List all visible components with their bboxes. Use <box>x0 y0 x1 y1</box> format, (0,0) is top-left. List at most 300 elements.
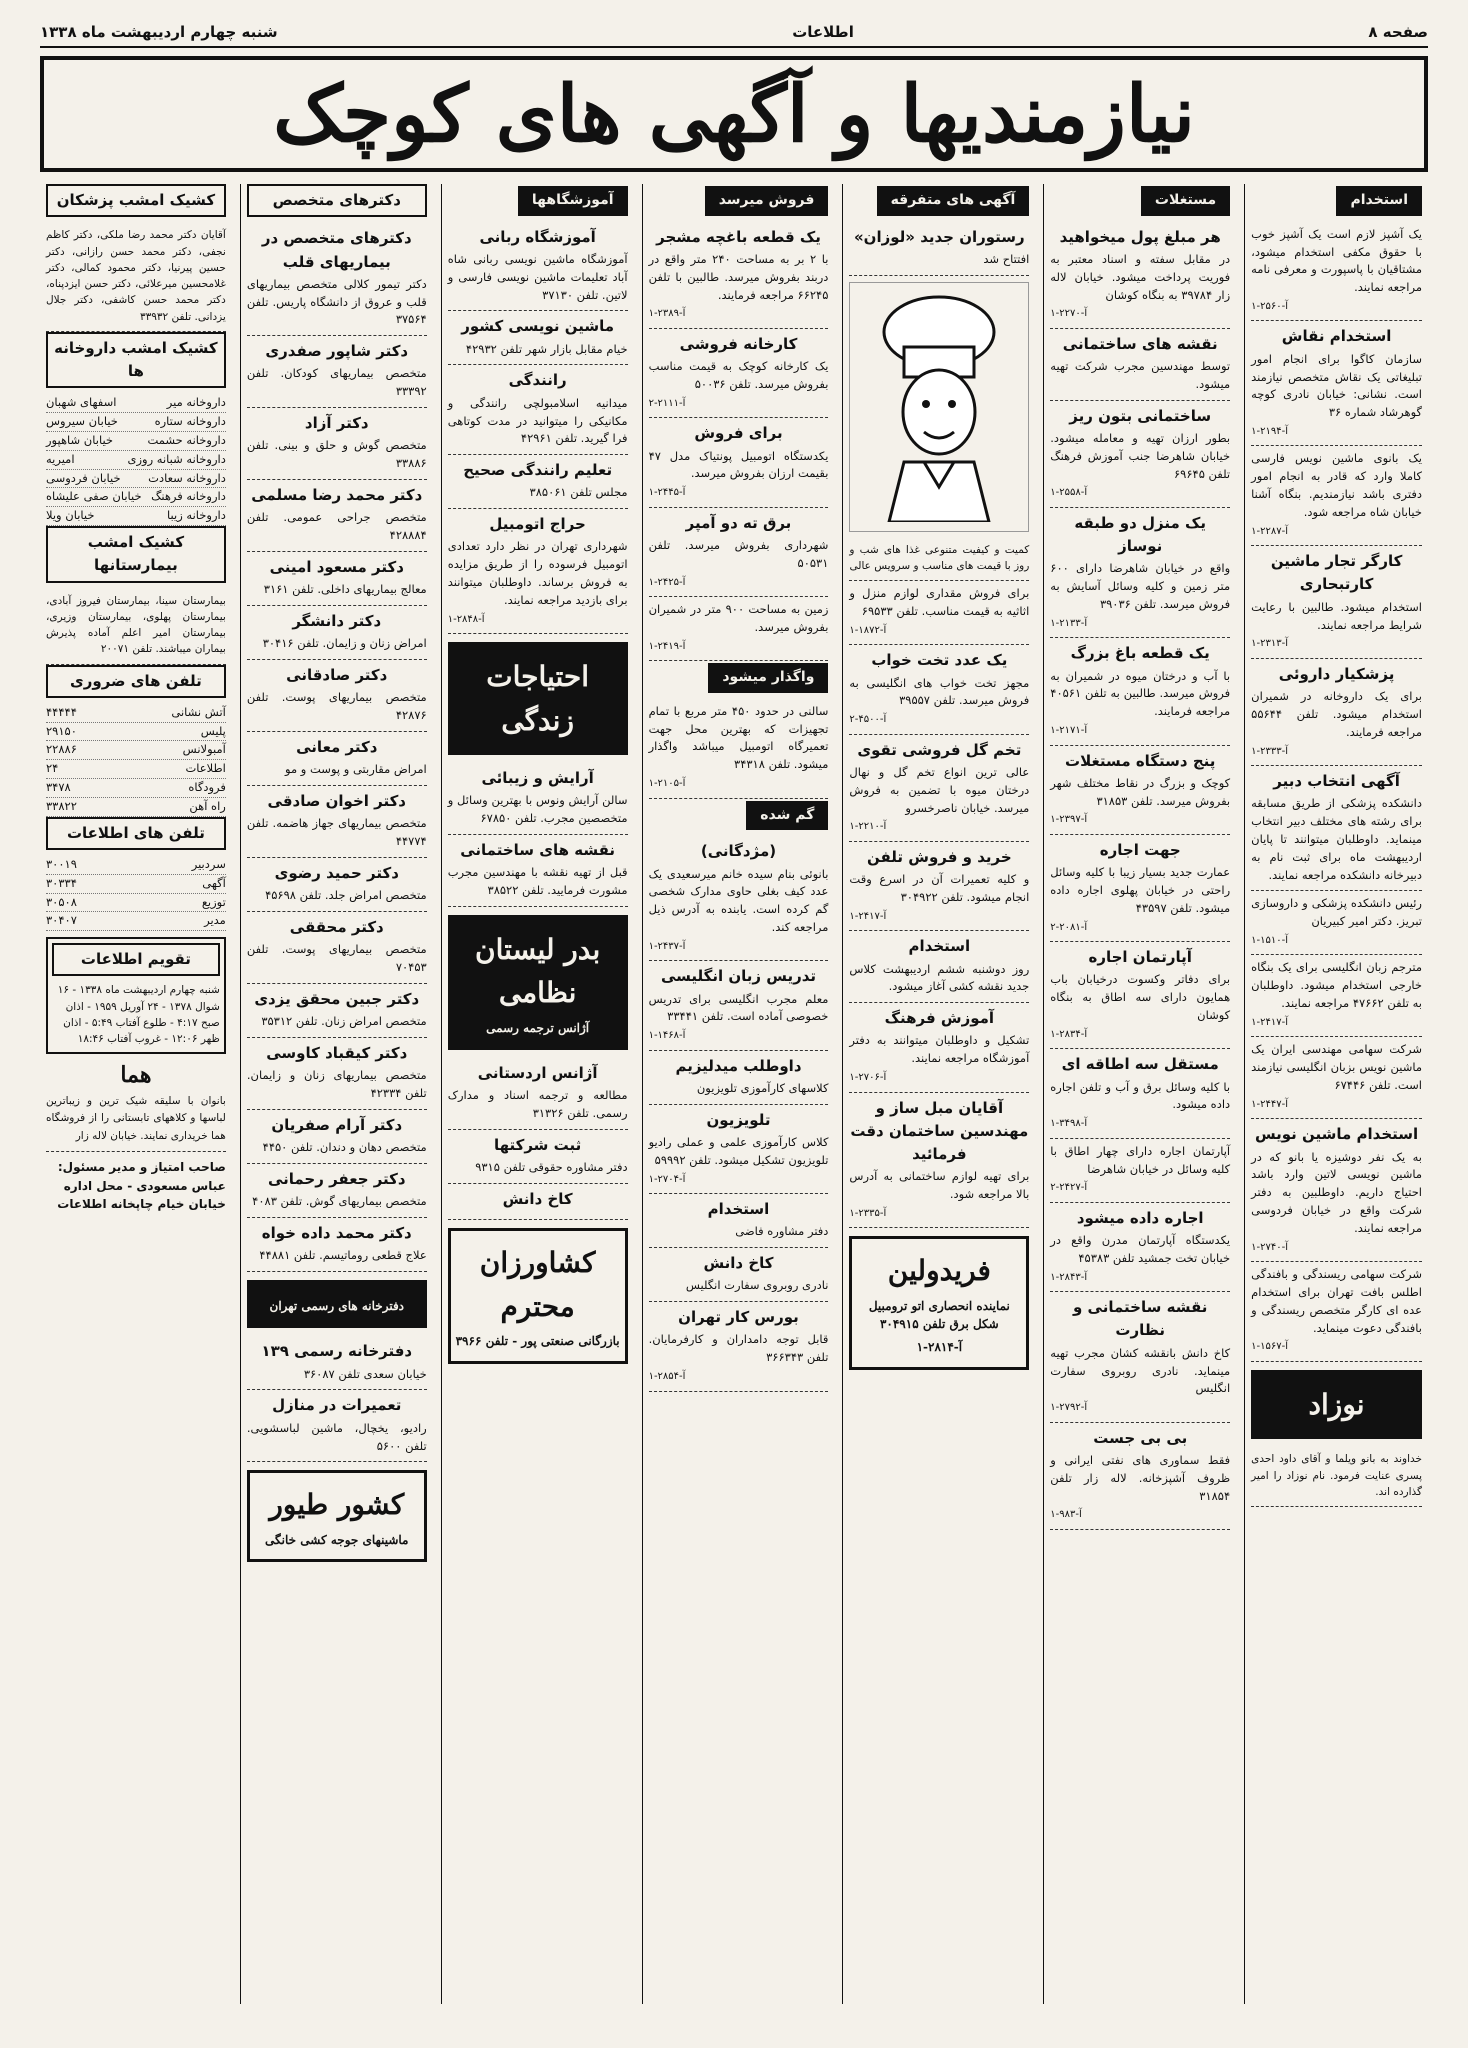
ad-list <box>448 1058 628 1220</box>
list-item <box>46 856 226 875</box>
ad-text: یکدستگاه آپارتمان مدرن واقع در خیابان تخت جمشید تلفن ۴۵۳۸۳ <box>1050 1233 1231 1265</box>
ad-code: آ-۲۱۱۱-۲ <box>648 397 686 409</box>
ad-title: دکتر دانشگر <box>292 611 382 630</box>
banner-title: دفترخانه های رسمی تهران <box>269 1298 405 1313</box>
duty-doctors: آقایان دکتر محمد رضا ملکی، دکتر کاظم نجفی، دکتر محمد حسن رازانی، دکتر حسین پیرنیا، دکتر محمود کمالی، دکتر غلامحسین میرعلائی، دکتر حسن ایزدپناه، دکتر محمد حسن کاشفی، دکتر جلال یزدانی. تلفن ۳۳۹۳۲ <box>46 223 226 332</box>
classified-ad <box>247 858 427 912</box>
ad-title: آگهی انتخاب دبیر <box>1273 772 1400 790</box>
item-value: ۲۲۸۸۶ <box>45 742 77 757</box>
ad-code: آ-۲۴۳۷-۱ <box>648 940 686 952</box>
ad-text: کلاس کارآموزی علمی و عملی رادیو تلویزیون تشکیل میشود. تلفن ۵۹۹۹۲ <box>648 1134 829 1167</box>
ad-title: هر مبلغ پول میخواهید <box>1059 227 1221 246</box>
ad-list <box>247 1336 427 1462</box>
emergency-phone-list <box>46 704 226 817</box>
ad-code: آ-۲۲۷۰-۱ <box>1050 308 1088 320</box>
item-name: سردبیر <box>191 856 226 871</box>
ad-list <box>849 222 1029 276</box>
classified-ad <box>849 931 1029 1003</box>
ad-code: آ-۲۵۶۰-۱ <box>1251 300 1288 312</box>
classified-ad <box>448 1184 628 1220</box>
ad-list <box>1050 222 1230 1530</box>
item-name: داروخانه میر <box>166 395 226 410</box>
ad-title: پنج دستگاه مستغلات <box>1065 751 1216 770</box>
ad-code: آ-۲۱۰۵-۱ <box>648 778 686 790</box>
item-value: اسفهای شهبان <box>45 395 117 410</box>
ad-text: خیام مقابل بازار شهر تلفن ۴۲۹۳۲ <box>465 341 628 356</box>
calendar-box <box>46 937 226 1053</box>
classified-ad <box>448 835 628 907</box>
ad-text: شهرداری تهران در نظر دارد تعدادی اتومبیل فرسوده را از طریق مزایده به فروش برساند. داوطلبان میتوانند برای بازدید مراجعه نمایند. <box>447 539 628 607</box>
ad-title: برق ته دو آمپر <box>685 513 792 532</box>
classified-ad <box>247 1390 427 1462</box>
ad-text: خیابان سعدی تلفن ۳۶۰۸۷ <box>303 1366 427 1381</box>
classified-ad <box>1251 321 1422 446</box>
classified-ad <box>1050 835 1230 942</box>
classified-ad <box>1251 222 1422 322</box>
ad-title: تعمیرات در منازل <box>272 1396 402 1415</box>
item-name: داروخانه زیبا <box>167 508 226 523</box>
restaurant-caption: کمیت و کیفیت متنوعی غذا های شب و روز با قیمت های مناسب و سرویس عالی <box>849 538 1029 582</box>
classified-ad <box>849 581 1029 645</box>
ad-text: شرکت سهامی مهندسی ایران یک ماشین نویس بزبان انگلیسی نیازمند است. تلفن ۶۷۴۴۶ <box>1251 1042 1422 1092</box>
ad-code: آ-۲۴۱۷-۱ <box>849 910 887 922</box>
column-doctors <box>240 184 433 2004</box>
ad-text: امراض مقاربتی و پوست و مو <box>285 762 427 777</box>
farmers-banner <box>448 1228 628 1363</box>
list-item <box>46 413 226 432</box>
ad-list <box>448 222 628 635</box>
ad-text: مجهز تخت خواب های انگلیسی به فروش میرسد. تلفن ۳۹۵۵۷ <box>849 675 1030 708</box>
list-item <box>46 723 226 742</box>
column-header: دکترهای متخصص <box>247 184 427 217</box>
item-value: ۴۴۴۴۴ <box>45 704 77 719</box>
column-duty-services <box>40 184 232 2004</box>
item-value: خیابان فردوسی <box>45 470 121 485</box>
ad-title: ساختمانی بتون ریز <box>1069 406 1212 425</box>
list-item <box>46 894 226 913</box>
classified-ad <box>1050 1049 1230 1138</box>
classified-ad <box>649 836 829 961</box>
ad-title: دکتر محمد رضا مسلمی <box>251 485 423 504</box>
ad-code: آ-۲۴۴۵-۱ <box>648 487 686 499</box>
list-item <box>46 451 226 470</box>
ad-title: دکتر صادقانی <box>286 665 388 684</box>
classified-ad <box>1251 1037 1422 1119</box>
ad-text: علاج قطعی روماتیسم. تلفن ۴۴۸۸۱ <box>259 1248 427 1262</box>
ad-title: دفترخانه رسمی ۱۳۹ <box>261 1342 413 1361</box>
ad-code: آ-۲۷۴۰-۱ <box>1251 1241 1288 1253</box>
ad-title: دکتر کیقباد کاوسی <box>266 1043 408 1062</box>
classified-ad <box>1050 1423 1230 1530</box>
ad-text: متخصص بیماریهای زنان و زایمان. تلفن ۴۲۳۳۴ <box>246 1068 427 1100</box>
calendar-text: شنبه چهارم اردیبهشت ماه ۱۳۳۸ - ۱۶ شوال ۱۳۷۸ - ۲۴ آوریل ۱۹۵۹ - اذان صبح ۴:۱۷ - طلوع آفتاب ۵:۴۹ - اذان ظهر ۱۲:۰۶ - غروب آفتاب ۱۸:۴۶ <box>57 984 220 1046</box>
ad-title: نقشه ساختمانی و نظارت <box>1073 1298 1208 1340</box>
classified-ad <box>1050 1203 1230 1292</box>
classified-ad <box>247 408 427 480</box>
classified-ad <box>649 1302 829 1391</box>
ad-title: اجاره داده میشود <box>1076 1208 1204 1227</box>
homa-title: هما <box>120 1061 152 1088</box>
ad-list <box>247 223 427 1272</box>
item-name: آتش نشانی <box>171 704 226 719</box>
column-header: گم شده <box>746 801 828 831</box>
ad-text: کلاسهای کارآموزی تلویزیون <box>696 1080 829 1095</box>
item-value: امیریه <box>45 451 75 466</box>
classified-ad <box>649 699 829 799</box>
ad-title: بورس کار تهران <box>678 1308 799 1327</box>
ad-text: رادیو، یخچال، ماشین لباسشویی. تلفن ۵۶۰۰ <box>246 1420 427 1453</box>
list-item <box>46 875 226 894</box>
ad-code: آ-۲۸۵۴-۱ <box>648 1371 686 1383</box>
ad-code: آ-۳۴۹۸-۱ <box>1050 1118 1088 1130</box>
ad-text: امراض زنان و زایمان. تلفن ۳۰۴۱۶ <box>262 636 427 651</box>
info-phone-list <box>46 856 226 931</box>
classified-ad <box>1251 891 1422 955</box>
ad-code: آ-۲۴۲۵-۱ <box>648 576 686 588</box>
column-header: فروش میرسد <box>705 186 829 216</box>
ad-text: زمین به مساحت ۹۰۰ متر در شمیران بفروش میرسد. <box>648 602 829 634</box>
ad-code: آ-۴۵۰۰-۲ <box>849 714 887 726</box>
classified-ad <box>448 365 628 455</box>
ad-list <box>649 836 829 1391</box>
ad-code: آ-۱۵۱۰-۱ <box>1251 934 1288 946</box>
ad-title: تخم گل فروشی تقوی <box>857 740 1022 759</box>
ad-text: نادری روبروی سفارت انگلیس <box>685 1278 829 1293</box>
ad-text: سالنی در حدود ۴۵۰ متر مربع با تمام تجهیزات که بهترین محل جهت تعمیرگاه اتومبیل میباشد واگذار میشود. تلفن ۳۴۳۱۸ <box>648 703 829 772</box>
classified-ad <box>1050 746 1230 835</box>
classified-ad <box>649 597 829 661</box>
banner-text: آژانس ترجمه رسمی <box>486 1020 590 1035</box>
ad-code: آ-۲۱۷۱-۱ <box>1050 725 1088 737</box>
ad-title: پزشکیار داروئی <box>1278 664 1395 683</box>
ad-text: کوچک و بزرگ در نقاط مختلف شهر بفروش میرسد. تلفن ۳۱۸۵۳ <box>1050 775 1231 808</box>
item-name: داروخانه شبانه روزی <box>127 451 226 466</box>
ad-list <box>1251 222 1422 1362</box>
item-name: پلیس <box>200 723 226 738</box>
column-header: واگذار میشود <box>708 663 828 693</box>
column-header: کشیک امشب داروخانه ها <box>46 332 226 389</box>
ad-code: آ-۲۱۳۳-۱ <box>1050 617 1088 629</box>
list-item <box>46 432 226 451</box>
ad-text: مترجم زبان انگلیسی برای یک بنگاه خارجی استخدام میشود. داوطلبان به تلفن ۴۷۶۶۲ مراجعه نمایند. <box>1251 960 1422 1011</box>
classified-ad <box>649 1194 829 1248</box>
issue-date: شنبه چهارم اردیبهشت ماه ۱۳۳۸ <box>40 23 278 41</box>
classified-ad <box>247 336 427 408</box>
ad-title: آموزشگاه ربانی <box>479 227 596 246</box>
ad-title: استخدام <box>908 937 971 956</box>
ad-code: آ-۲۳۸۹-۱ <box>648 308 686 320</box>
ad-title: (مژدگانی) <box>700 842 777 861</box>
item-name: اطلاعات <box>185 761 226 776</box>
ad-text: مجلس تلفن ۳۸۵۰۶۱ <box>529 485 628 500</box>
ad-text: دانشکده پزشکی از طریق مسابقه برای رشته های مختلف دبیر انتخاب مینماید. داوطلبان میتوانند تا پایان اردیبهشت ماه برای ثبت نام به دبیرخانه دانشکده مراجعه نمایند. <box>1251 796 1422 882</box>
item-value: ۳۰۳۳۴ <box>45 875 77 890</box>
ad-code: آ-۲۰۸۱-۲ <box>1050 921 1088 933</box>
item-value: ۳۰۰۱۹ <box>45 856 77 871</box>
ad-code: آ-۲۳۳۳-۱ <box>1251 745 1288 757</box>
classified-ad <box>849 222 1029 276</box>
ad-text: استخدام میشود. طالبین با رعایت شرایط مراجعه نمایند. <box>1251 599 1422 632</box>
classified-ad <box>1050 1139 1230 1203</box>
ad-text: سازمان کاگوا برای انجام امور تبلیغاتی یک نقاش متخصص نیازمند است. نشانی: خیابان نادری کوچه گوهرشاد شماره ۳۶ <box>1251 351 1422 420</box>
ad-text: افتتاح شد <box>983 251 1030 266</box>
ad-text: سالن آرایش ونوس با بهترین وسائل و متخصصین مجرب. تلفن ۶۷۸۵۰ <box>447 793 628 826</box>
column-header: تلفن های ضروری <box>46 665 226 698</box>
brand-code: آ-۲۸۱۴-۱ <box>916 1340 963 1355</box>
ad-code: آ-۲۳۱۳-۱ <box>1251 638 1288 650</box>
item-name: داروخانه حشمت <box>147 432 226 447</box>
classified-ad <box>448 222 628 312</box>
classified-ad <box>849 735 1029 842</box>
classified-ad <box>849 1003 1029 1092</box>
poultry-banner <box>247 1470 427 1562</box>
item-name: داروخانه ستاره <box>154 414 226 429</box>
ad-title: تعلیم رانندگی صحیح <box>463 461 613 480</box>
ad-title: بی بی جست <box>1093 1428 1188 1447</box>
classified-ad <box>1050 1292 1230 1422</box>
ad-text: فقط سماوری های نفتی ایرانی و ظروف آشپزخانه. لاله زار تلفن ۳۱۸۵۴ <box>1050 1452 1231 1503</box>
ad-code: آ-۲۲۱۰-۱ <box>849 821 887 833</box>
classified-ad <box>1251 1262 1422 1362</box>
classified-ad <box>649 418 829 507</box>
ad-text: متخصص امراض جلد. تلفن ۴۵۶۹۸ <box>265 888 427 902</box>
ad-code: آ-۲۲۸۷-۱ <box>1251 525 1288 537</box>
ad-text: دکتر تیمور کلالی متخصص بیماریهای قلب و عروق از دانشگاه پاریس. تلفن ۳۷۵۶۴ <box>246 276 427 327</box>
pharmacy-list <box>46 394 226 526</box>
classified-ad <box>649 1105 829 1194</box>
ad-title: کاخ دانش <box>703 1254 774 1273</box>
classified-ad <box>849 1093 1029 1229</box>
ad-code: آ-۱۴۶۸-۱ <box>648 1030 686 1042</box>
ad-title: نقشه های ساختمانی <box>1062 334 1218 353</box>
ad-text: آپارتمان اجاره دارای چهار اطاق با کلیه وسائل در خیابان شاهرضا <box>1050 1143 1231 1176</box>
ad-title: دکتر حمید رضوی <box>274 863 399 882</box>
item-value: ۳۳۸۲۲ <box>45 798 77 813</box>
homa-text: بانوان با سلیقه شیک ترین و زیباترین لباسها و کلاههای تابستانی را از فروشگاه هما خریداری نمایند. خیابان لاله زار <box>45 1094 226 1143</box>
column-header: آگهی های متفرقه <box>877 186 1030 216</box>
birth-banner <box>1251 1370 1422 1439</box>
ad-code: آ-۲۴۴۷-۱ <box>1251 1098 1288 1110</box>
ad-title: رانندگی <box>508 371 567 390</box>
ad-text: مطالعه و ترجمه اسناد و مدارک رسمی. تلفن ۳۱۳۲۶ <box>447 1088 628 1121</box>
ad-text: کاخ دانش بانقشه کشان مجرب تهیه مینماید. نادری روبروی سفارت انگلیس <box>1050 1345 1231 1396</box>
classified-ad <box>448 311 628 365</box>
classified-ad <box>448 509 628 634</box>
classified-ad <box>448 455 628 509</box>
ad-text: شهرداری بفروش میرسد. تلفن ۵۰۵۳۱ <box>648 537 829 570</box>
ad-title: دکتر محمد داده خواه <box>261 1223 412 1242</box>
classified-ad <box>247 660 427 732</box>
ad-text: میدانیه اسلامبولچی رانندگی و مکانیکی را میتوانید در مدت کوتاهی فرا گیرید. تلفن ۴۲۹۶۱ <box>447 395 628 446</box>
chef-icon <box>864 292 1014 522</box>
ad-title: آقایان مبل ساز و مهندسین ساختمان دقت فرمائید <box>850 1098 1029 1164</box>
classified-ad <box>448 763 628 835</box>
ad-text: تشکیل و داوطلبان میتوانند به دفتر آموزشگاه مراجعه نمایند. <box>849 1033 1030 1066</box>
classified-ad <box>849 842 1029 931</box>
ad-text: یکدستگاه اتومبیل پونتیاک مدل ۴۷ بقیمت ارزان بفروش میرسد. <box>648 448 829 481</box>
ad-title: کارخانه فروشی <box>679 334 798 353</box>
ad-title: دکترهای متخصص در بیماریهای قلب <box>261 229 412 271</box>
item-value: ۳۰۵۰۸ <box>45 894 77 909</box>
classified-ad <box>448 1058 628 1130</box>
classified-ad <box>1251 955 1422 1037</box>
item-name: آگهی <box>202 875 226 890</box>
ad-text: متخصص دهان و دندان. تلفن ۴۴۵۰ <box>262 1139 427 1154</box>
classified-ad <box>1050 508 1230 638</box>
ad-text: معالج بیماریهای داخلی. تلفن ۳۱۶۱ <box>263 582 427 597</box>
ad-title: دکتر آرام صفریان <box>271 1115 403 1134</box>
ad-title: یک قطعه باغ بزرگ <box>1070 644 1210 663</box>
column-real-estate <box>1043 184 1236 2004</box>
ad-code: آ-۲۱۹۴-۱ <box>1251 425 1288 437</box>
item-name: فرودگاه <box>188 780 226 795</box>
list-item <box>46 779 226 798</box>
ad-title: تلویزیون <box>706 1110 771 1129</box>
classified-ad <box>247 912 427 984</box>
ad-text: متخصص امراض زنان. تلفن ۳۵۳۱۲ <box>261 1013 427 1028</box>
calendar-title: تقویم اطلاعات <box>52 943 220 976</box>
ad-text: بطور ارزان تهیه و معامله میشود. خیابان شاهرضا جنب آموزش فرهنگ تلفن ۶۹۶۴۵ <box>1050 431 1231 481</box>
item-name: توزیع <box>201 894 226 909</box>
classified-ad <box>1050 222 1230 329</box>
classified-ad <box>247 732 427 786</box>
ad-text: با ۲ بر به مساحت ۲۴۰ متر واقع در دربند بفروش میرسد. طالبین با تلفن ۶۶۲۴۵ مراجعه فرمایند. <box>648 251 829 302</box>
duty-hospitals: بیمارستان سینا، بیمارستان فیروز آبادی، بیمارستان پهلوی، بیمارستان وزیری، بیمارستان امیر اعلم آماده پذیرش بیماران میباشند. تلفن ۲۰۰۷۱ <box>46 589 226 665</box>
ad-title: آپارتمان اجاره <box>1088 948 1192 967</box>
publisher-footer: صاحب امتیاز و مدیر مسئول: عباس مسعودی - محل اداره خیابان خیام چاپخانه اطلاعات <box>57 1160 226 1212</box>
ad-title: دکتر جبین محقق یزدی <box>254 989 420 1008</box>
classified-ad <box>649 1051 829 1105</box>
ad-text: شرکت سهامی ریسندگی و بافندگی اطلس بافت تهران برای استخدام عده ای کارگر متخصص ریسندگی و بافندگی دعوت مینماید. <box>1251 1267 1422 1335</box>
classified-ad <box>247 1218 427 1272</box>
ad-title: آژانس اردستانی <box>477 1064 598 1083</box>
ad-title: برای فروش <box>694 424 783 443</box>
ad-text: واقع در خیابان شاهرضا دارای ۶۰۰ متر زمین و کلیه وسائل آسایش به فروش میرسد. تلفن ۳۹۰۳۶ <box>1050 561 1231 612</box>
list-item <box>46 488 226 507</box>
list-item <box>46 470 226 489</box>
banner-text: بازرگانی صنعتی پور - تلفن ۳۹۶۶ <box>455 1334 620 1349</box>
classified-ad <box>247 1110 427 1164</box>
item-value: ۲۴ <box>45 761 59 776</box>
ad-title: یک قطعه باغچه مشجر <box>656 227 821 246</box>
ad-text: قابل توجه دامداران و کارفرمایان. تلفن ۳۶۶۳۴۳ <box>648 1332 829 1365</box>
ad-list <box>448 763 628 907</box>
ad-title: یک منزل دو طبقه نوساز <box>1074 513 1206 556</box>
ad-code: آ-۲۳۹۷-۱ <box>1050 814 1088 826</box>
notary-banner <box>247 1280 427 1329</box>
ad-text: بانوئی بنام سیده خانم میرسعیدی یک عدد کیف بغلی حاوی مدارک شخصی گم کرده است. یابنده به آدرس ذیل مراجعه کند. <box>648 866 829 934</box>
item-value: خیابان ویلا <box>45 508 95 523</box>
banner-title: احتیاجات زندگی <box>486 660 589 737</box>
ad-title: دکتر جعفر رحمانی <box>267 1169 406 1188</box>
list-item <box>46 912 226 931</box>
classified-ad <box>1251 446 1422 546</box>
ad-title: جهت اجاره <box>1099 840 1181 859</box>
list-item <box>46 394 226 413</box>
ad-list <box>649 699 829 799</box>
ad-title: یک عدد تخت خواب <box>871 651 1008 670</box>
classified-ad <box>649 222 829 329</box>
chef-illustration <box>849 282 1029 532</box>
classified-ad <box>247 1038 427 1110</box>
ad-title: کاخ دانش <box>502 1190 573 1209</box>
item-value: خیابان صفی علیشاه <box>45 489 142 504</box>
ad-title: حراج اتومبیل <box>489 515 586 534</box>
ad-text: رئیس دانشکده پزشکی و داروسازی تبریز. دکتر امیر کبیریان <box>1251 896 1422 929</box>
ad-text: برای تهیه لوازم ساختمانی به آدرس بالا مراجعه شود. <box>849 1169 1030 1202</box>
ad-text: برای یک داروخانه در شمیران استخدام میشود. تلفن ۵۵۶۴۴ مراجعه فرمایند. <box>1251 689 1422 739</box>
ad-code: آ-۲۸۴۸-۱ <box>447 613 485 625</box>
column-for-sale <box>642 184 835 2004</box>
ad-title: دکتر شاپور صفدری <box>265 342 409 361</box>
ad-text: متخصص بیماریهای گوش. تلفن ۴۰۸۳ <box>252 1193 427 1208</box>
ad-title: استخدام <box>707 1200 770 1219</box>
ad-title: ثبت شرکتها <box>493 1135 582 1154</box>
page-number: صفحه ۸ <box>1368 23 1428 41</box>
classified-ad <box>448 1130 628 1184</box>
ad-text: متخصص بیماریهای پوست. تلفن ۷۰۴۵۳ <box>246 942 427 974</box>
list-item <box>46 760 226 779</box>
item-name: راه آهن <box>189 798 226 813</box>
classified-ad <box>247 223 427 336</box>
ad-title: رستوران جدید «لوزان» <box>853 227 1025 246</box>
section-title: نیازمندیها و آگهی های کوچک <box>273 68 1195 160</box>
ad-text: توسط مهندسین مجرب شرکت تهیه میشود. <box>1050 359 1231 391</box>
item-value: ۳۴۷۸ <box>45 780 71 795</box>
banner-title: بدر لیستان نظامی <box>475 932 601 1010</box>
ad-title: استخدام نقاش <box>1281 327 1392 346</box>
classified-ad <box>247 786 427 858</box>
ad-code: آ-۲۴۲۷-۲ <box>1050 1182 1088 1194</box>
ad-code: آ-۲۳۳۵-۱ <box>849 1207 887 1219</box>
classified-ad <box>649 1248 829 1302</box>
classified-ad <box>1050 329 1230 401</box>
ad-text: متخصص گوش و حلق و بینی. تلفن ۳۳۸۸۶ <box>246 438 427 471</box>
column-header: کشیک امشب پزشکان <box>46 184 226 217</box>
ad-title: مستقل سه اطاقه ای <box>1061 1055 1219 1074</box>
ad-title: داوطلب میدلیزیم <box>675 1056 802 1075</box>
ad-text: روز دوشنبه ششم اردیبهشت کلاس جدید نقشه کشی آغاز میشود. <box>849 961 1030 994</box>
ad-code: آ-۹۸۳-۱ <box>1050 1509 1082 1521</box>
ad-title: دکتر آزاد <box>304 414 369 433</box>
classified-ad <box>1251 1119 1422 1262</box>
ad-code: آ-۲۸۴۳-۱ <box>1050 1271 1088 1283</box>
ad-code: آ-۲۸۳۴-۱ <box>1050 1028 1088 1040</box>
ad-title: دکتر مسعود امینی <box>269 557 404 576</box>
list-item <box>46 798 226 817</box>
column-misc <box>842 184 1035 2004</box>
ad-title: آرایش و زیبائی <box>481 768 594 787</box>
list-item <box>46 704 226 723</box>
banner-title: نوزاد <box>1308 1387 1365 1421</box>
column-header: آموزشگاهها <box>518 186 628 216</box>
ad-text: در مقابل سفته و اسناد معتبر به فوریت پرداخت میشود. خیابان لاله زار ۳۹۷۸۴ به بنگاه کوشان <box>1050 251 1231 302</box>
ad-text: دفتر مشاوره فاضی <box>735 1224 829 1239</box>
ad-text: برای دفاتر وکسوت درخیابان باب همایون دارای سه اطاق به بنگاه کوشان <box>1050 972 1231 1022</box>
column-header: مستغلات <box>1141 186 1230 216</box>
life-needs-banner <box>448 642 628 755</box>
classified-ad <box>247 1336 427 1390</box>
classified-ad <box>1050 942 1230 1049</box>
ad-text: و کلیه تعمیرات آن در اسرع وقت انجام میشود. تلفن ۳۰۴۹۲۲ <box>849 872 1030 905</box>
classified-ad <box>1050 401 1230 508</box>
brand-text: نماینده انحصاری اتو ترومبیل شکل برق تلفن ۳۰۴۹۱۵ <box>868 1298 1010 1332</box>
classified-ad <box>1251 766 1422 891</box>
classified-ad <box>649 508 829 597</box>
ad-text: یک کارخانه کوچک به قیمت مناسب بفروش میرسد. تلفن ۵۰۰۳۶ <box>648 359 829 391</box>
ad-text: متخصص بیماریهای کودکان. تلفن ۳۳۳۹۲ <box>246 366 427 399</box>
ad-text: برای فروش مقداری لوازم منزل و اثاثیه به قیمت مناسب. تلفن ۶۹۵۳۳ <box>849 586 1030 619</box>
